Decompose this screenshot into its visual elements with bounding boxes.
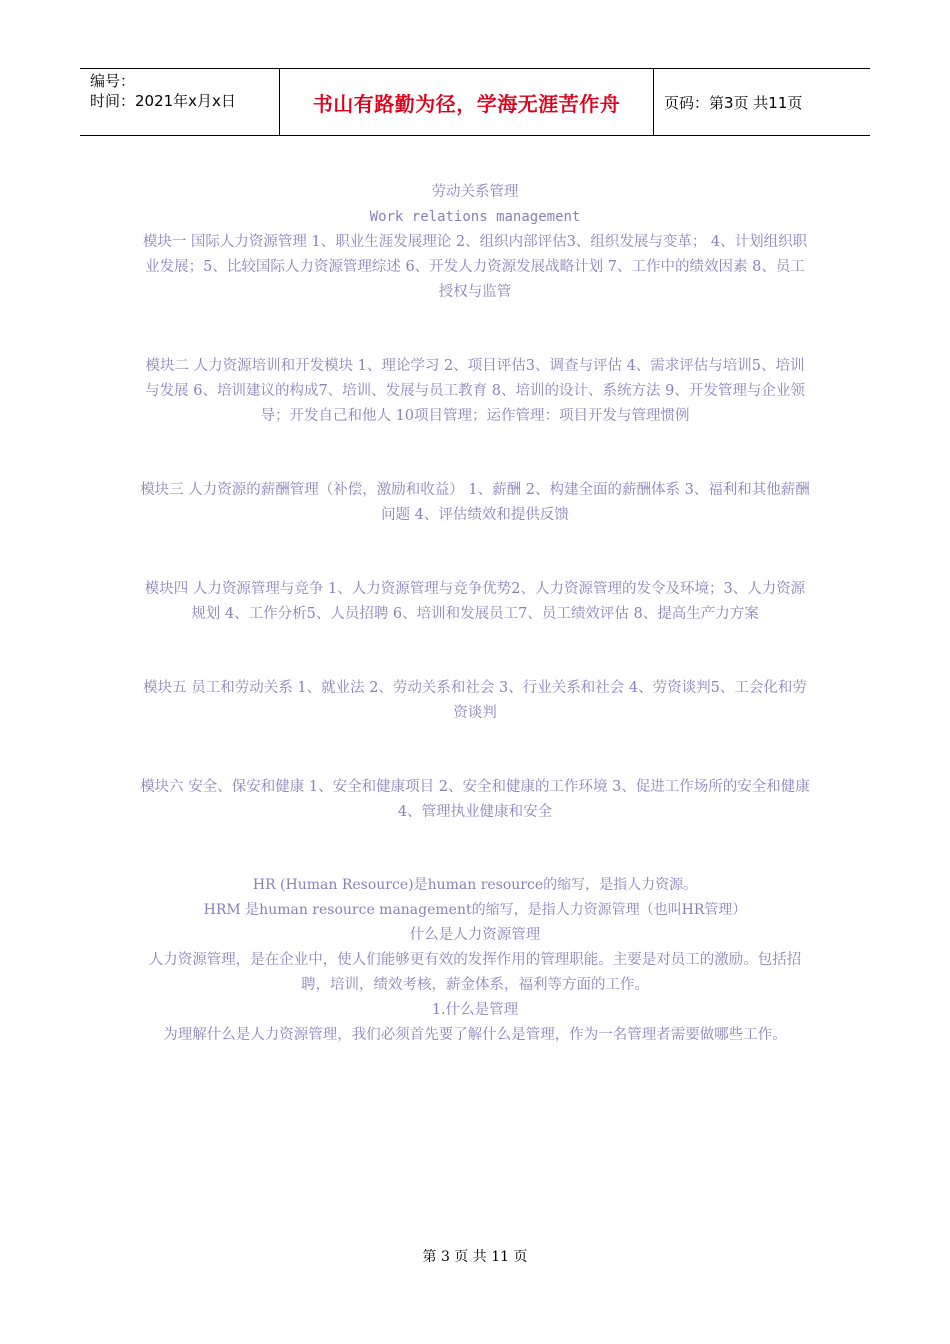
module-6: 模块六 安全、保安和健康 1、安全和健康项目 2、安全和健康的工作环境 3、促进工作场所的安全和健康 4、管理执业健康和安全 — [140, 779, 810, 820]
module-5: 模块五 员工和劳动关系 1、就业法 2、劳动关系和社会 3、行业关系和社会 4、劳资谈判5、工会化和劳资谈判 — [143, 680, 807, 721]
hr-definitions — [140, 873, 810, 923]
header-motto: 书山有路勤为径，学海无涯苦作舟 — [280, 69, 654, 135]
module-3: 模块三 人力资源的薪酬管理（补偿，激励和收益） 1、薪酬 2、构建全面的薪酬体系 3、福利和其他薪酬问题 4、评估绩效和提供反馈 — [140, 482, 810, 523]
module-2: 模块二 人力资源培训和开发模块 1、理论学习 2、项目评估3、调查与评估 4、需求评估与培训5、培训与发展 6、培训建议的构成7、培训、发展与员工教育 8、培训的设计、系统方法 9、开发管理与企业领导；开发自己和他人 10项目管理；运作管理：项目开发与管理惯例 — [145, 358, 805, 424]
document-title-en: Work relations management — [369, 209, 581, 225]
module-4: 模块四 人力资源管理与竞争 1、人力资源管理与竞争优势2、人力资源管理的发令及环境；3、人力资源规划 4、工作分析5、人员招聘 6、培训和发展员工7、员工绩效评估 8、提高生产力方案 — [144, 581, 806, 622]
number-label: 编号： — [90, 72, 136, 90]
page-footer: 第 3 页 共 11 页 — [422, 1249, 528, 1265]
page-header — [80, 68, 870, 136]
document-body — [140, 180, 810, 1048]
header-page-label: 页码：第3页 共11页 — [664, 93, 803, 112]
hrm-definition: HRM 是human resource management的缩写，是指人力资源管理（也叫HR管理） — [203, 902, 747, 918]
module-1: 模块一 国际人力资源管理 1、职业生涯发展理论 2、组织内部评估3、组织发展与变革； 4、计划组织职业发展；5、比较国际人力资源管理综述 6、开发人力资源发展战略计划 7、工作中的绩效因素 8、员工授权与监管 — [142, 234, 808, 300]
date-label: 时间：2021年x月x日 — [90, 92, 236, 110]
hr-definition: HR (Human Resource)是human resource的缩写，是指人力资源。 — [252, 877, 698, 893]
subsection-title: 1.什么是管理 — [431, 1002, 519, 1018]
header-meta — [80, 69, 280, 135]
section-paragraph: 人力资源管理，是在企业中，使人们能够更有效的发挥作用的管理职能。主要是对员工的激励。包括招聘，培训，绩效考核，薪金体系，福利等方面的工作。 — [148, 952, 802, 993]
subsection-paragraph: 为理解什么是人力资源管理，我们必须首先要了解什么是管理，作为一名管理者需要做哪些工作。 — [163, 1027, 787, 1043]
section-title: 什么是人力资源管理 — [409, 927, 541, 943]
document-title: 劳动关系管理 — [431, 184, 519, 200]
